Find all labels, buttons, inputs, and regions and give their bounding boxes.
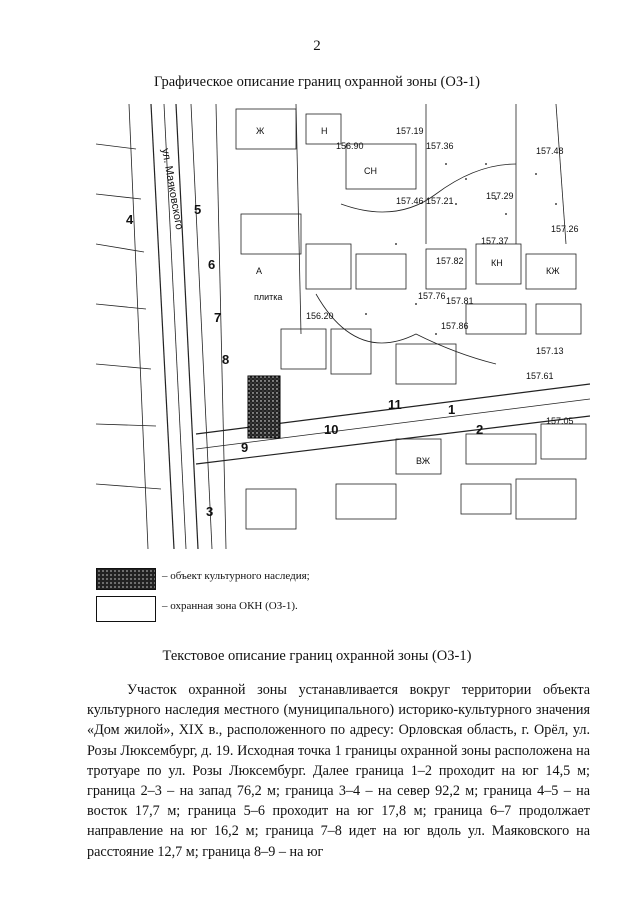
svg-text:156.90: 156.90 [336,141,364,151]
svg-text:4: 4 [126,212,134,227]
svg-text:6: 6 [208,257,216,272]
svg-text:157.76: 157.76 [418,291,446,301]
svg-text:Н: Н [321,126,328,136]
svg-text:157.05: 157.05 [546,416,574,426]
svg-text:157.86: 157.86 [441,321,469,331]
svg-text:8: 8 [222,352,230,367]
svg-text:7: 7 [214,310,222,325]
svg-text:5: 5 [194,202,202,217]
svg-text:9: 9 [241,440,249,455]
legend-swatch-okn [96,568,156,590]
svg-text:КН: КН [491,258,503,268]
svg-text:157.29: 157.29 [486,191,514,201]
svg-text:2: 2 [476,422,484,437]
svg-text:157.21: 157.21 [426,196,454,206]
svg-text:А: А [256,266,263,276]
street-label: ул. Маяковского [159,147,186,231]
legend-label-okn: – объект культурного наследия; [162,570,310,582]
body-paragraph: Участок охранной зоны устанавливается вокруг территории объекта культурного наследия местного (муниципального) историко-культурного значения «Дом жилой», XIX в., расположенного по адресу: Орловская область, г. Орёл, ул. Розы Люксембург, д. 19. Исходная точка 1 границы охранной зоны расположена на тротуаре по ул. Розы Люксембург. Далее граница 1–2 проходит на юг 14,5 м; граница 2–3 – на запад 76,2 м; граница 3–4 – на север 92,2 м; граница 4–5 – на восток 17,7 м; граница 5–6 проходит на юг 17,8 м; граница 6–7 продолжает направление на юг 16,2 м; граница 7–8 идет на юг вдоль ул. Маяковского на расстояние 12,7 м; граница 8–9 – на юг [87,682,590,860]
okn-object [248,376,280,438]
svg-text:157.19: 157.19 [396,126,424,136]
svg-text:157.61: 157.61 [526,371,554,381]
svg-text:11: 11 [388,397,402,412]
svg-text:157.26: 157.26 [551,224,579,234]
svg-text:КЖ: КЖ [546,266,560,276]
svg-text:157.48: 157.48 [536,146,564,156]
svg-text:1: 1 [448,402,456,417]
page-number: 2 [313,38,321,54]
svg-text:157.36: 157.36 [426,141,454,151]
svg-text:157.81: 157.81 [446,296,474,306]
svg-text:СН: СН [364,166,377,176]
svg-text:157.37: 157.37 [481,236,509,246]
svg-text:156.20: 156.20 [306,311,334,321]
svg-text:157.46: 157.46 [396,196,424,206]
svg-text:плитка: плитка [254,292,283,302]
cadastral-map [96,104,590,549]
svg-text:3: 3 [206,504,214,519]
svg-text:157.82: 157.82 [436,256,464,266]
legend-label-zone: – охранная зона ОКН (ОЗ-1). [162,600,298,612]
map-title: Графическое описание границ охранной зоны (ОЗ-1) [153,74,481,90]
svg-text:157.13: 157.13 [536,346,564,356]
svg-text:ВЖ: ВЖ [416,456,431,466]
svg-text:10: 10 [324,422,339,437]
svg-text:Ж: Ж [256,126,265,136]
legend-swatch-zone [96,596,156,622]
text-title: Текстовое описание границ охранной зоны (ОЗ-1) [162,648,472,664]
